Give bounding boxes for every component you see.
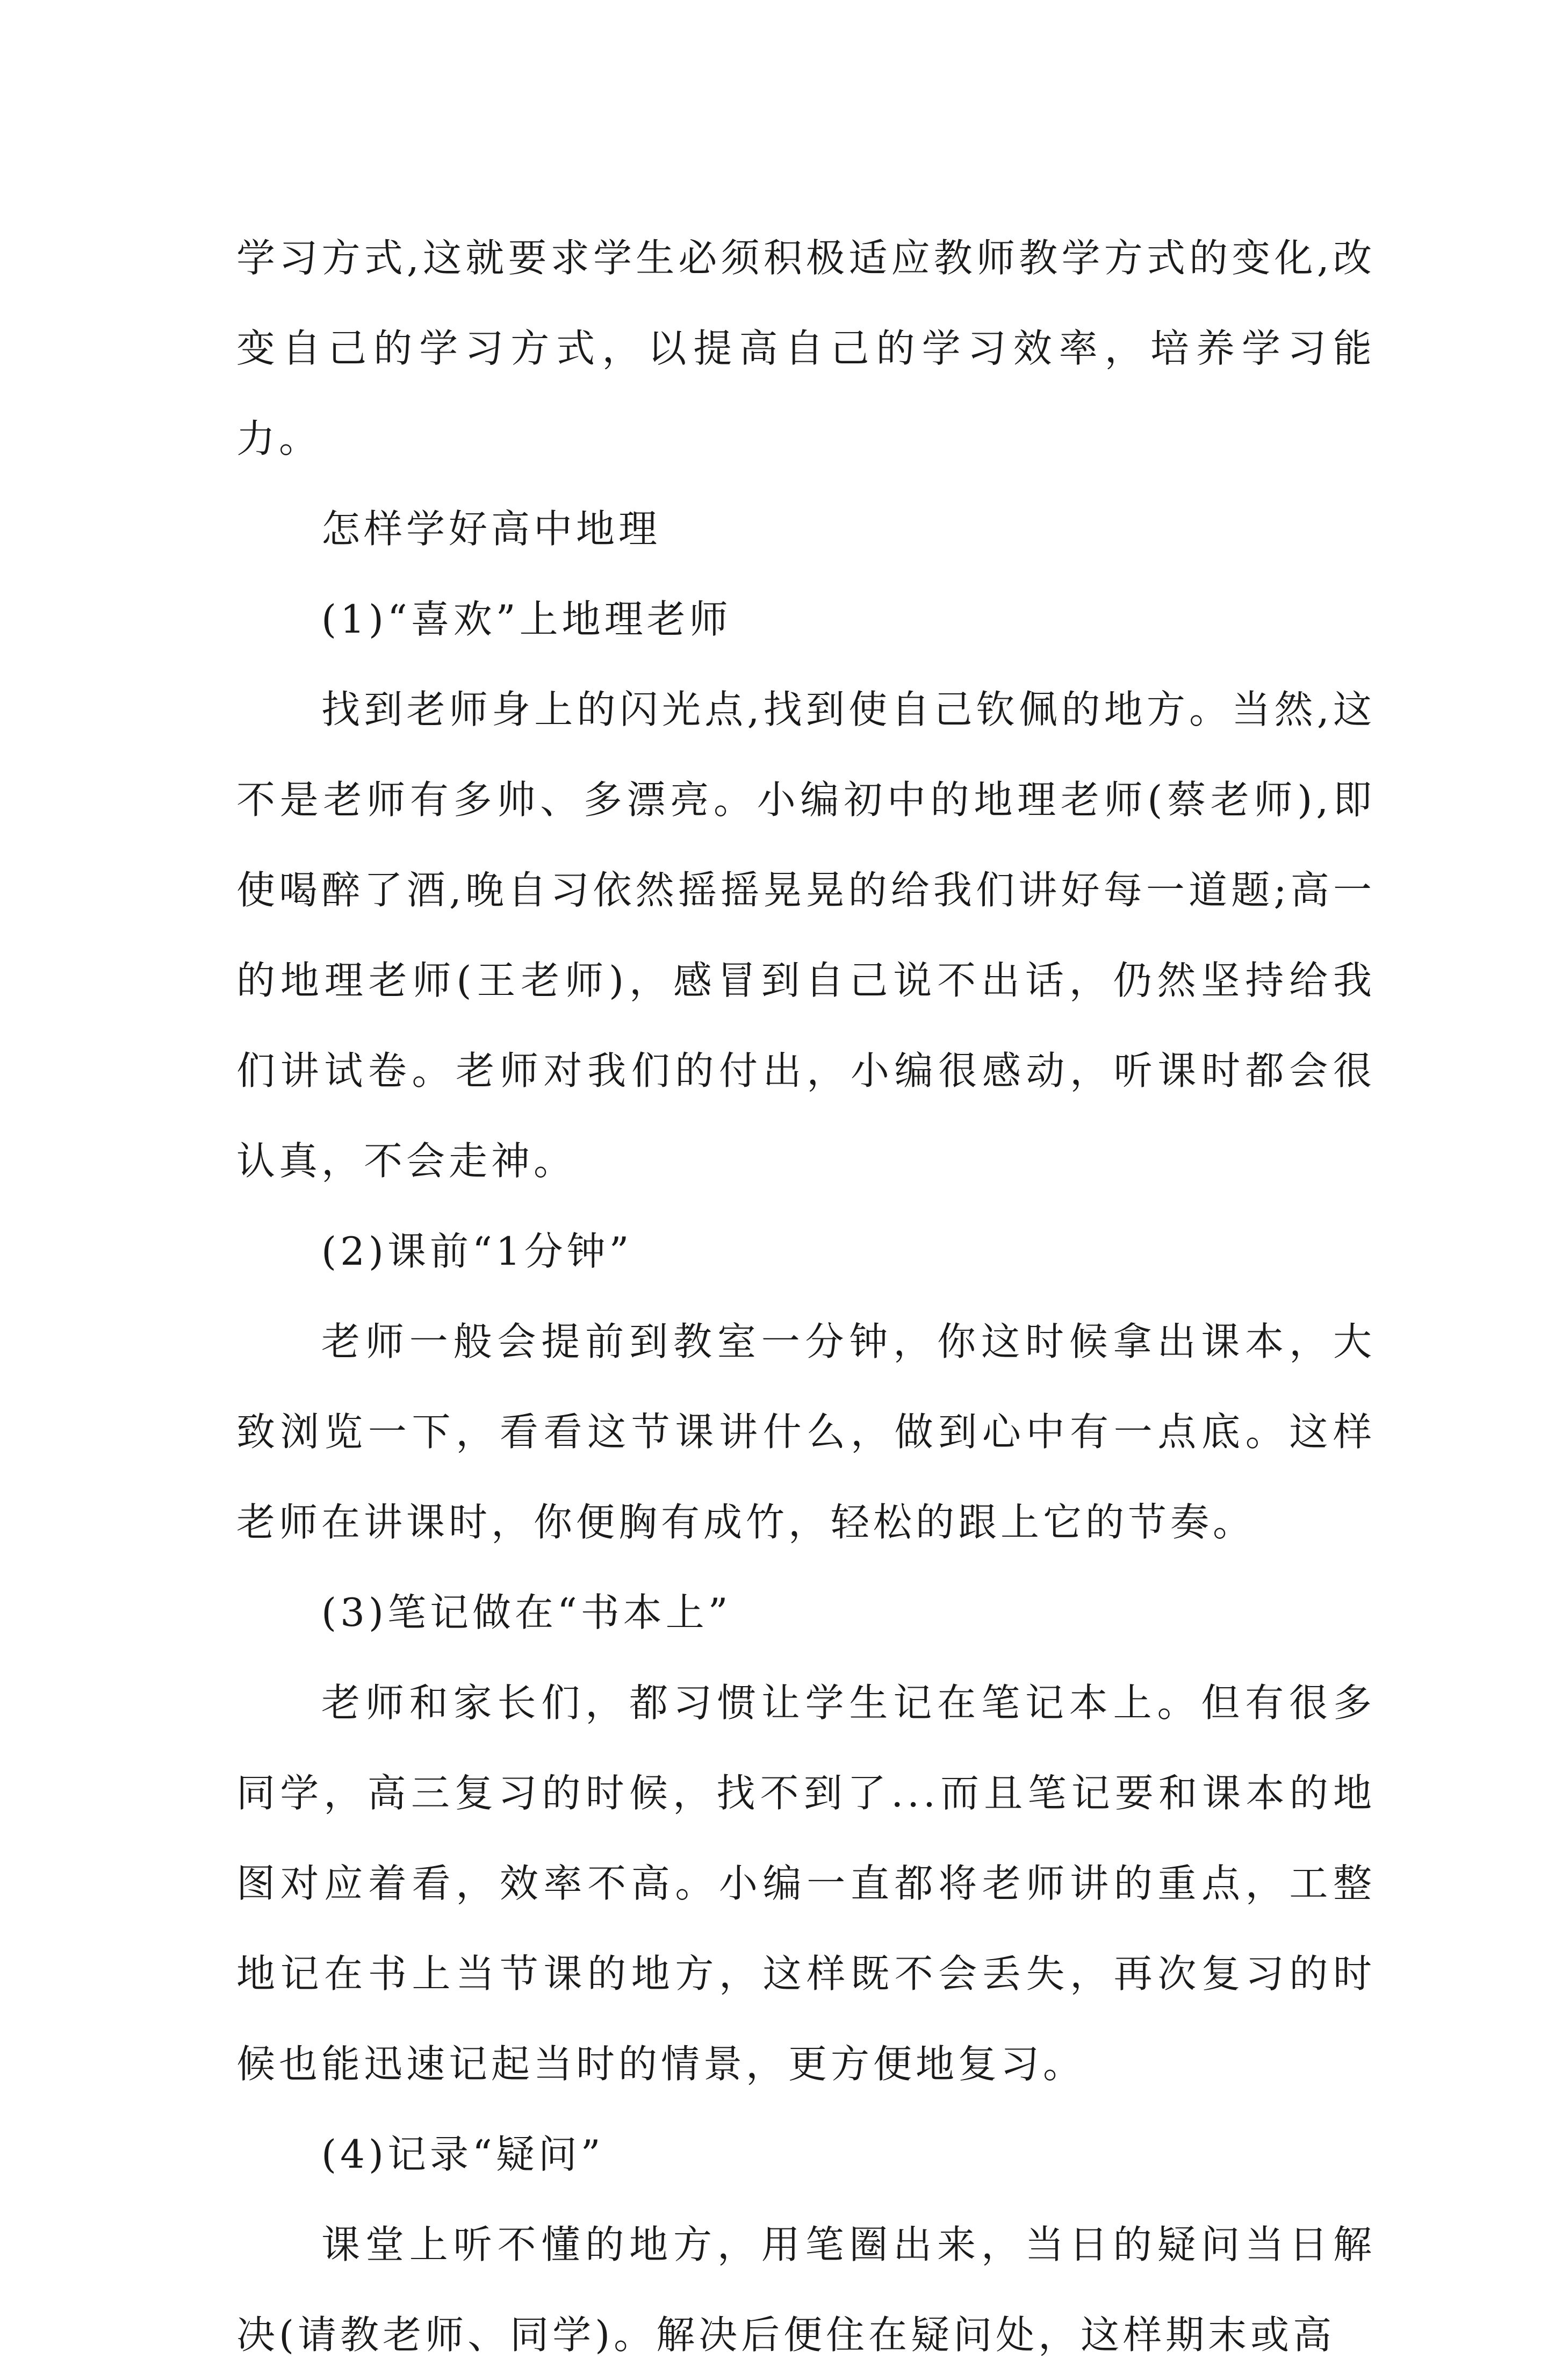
subheading-3: (3)笔记做在“书本上” — [321, 1590, 732, 1635]
paragraph-1: 找到老师身上的闪光点,找到使自己钦佩的地方。当然,这不是老师有多帅、多漂亮。小编初中的地理老师(蔡老师),即使喝醉了酒,晚自习依然摇摇晃晃的给我们讲好每一道题;高一的地理老师(王老师)，感冒到自己说不出话，仍然坚持给我们讲试卷。老师对我们的付出，小编很感动，听课时都会很认真，不会走神。 — [236, 687, 1376, 1184]
paragraph-3: 老师和家长们，都习惯让学生记在笔记本上。但有很多同学，高三复习的时候，找不到了...而且笔记要和课本的地图对应着看，效率不高。小编一直都将老师讲的重点，工整地记在书上当节课的地方，这样既不会丢失，再次复习的时候也能迅速记起当时的情景，更方便地复习。 — [236, 1680, 1376, 2087]
subheading-2: (2)课前“1分钟” — [321, 1229, 633, 1274]
subheading-1: (1)“喜欢”上地理老师 — [321, 597, 732, 642]
paragraph-continuation: 学习方式,这就要求学生必须积极适应教师教学方式的变化,改变自己的学习方式，以提高自己的学习效率，培养学习能力。 — [236, 235, 1376, 461]
paragraph-2: 老师一般会提前到教室一分钟，你这时候拿出课本，大致浏览一下，看看这节课讲什么，做到心中有一点底。这样老师在讲课时，你便胸有成竹，轻松的跟上它的节奏。 — [236, 1319, 1376, 1545]
paragraph-4: 课堂上听不懂的地方，用笔圈出来，当日的疑问当日解决(请教老师、同学)。解决后便住在疑问处，这样期末或高 — [236, 2222, 1376, 2357]
section-title: 怎样学好高中地理 — [321, 506, 661, 551]
document-body — [236, 213, 1376, 2380]
subheading-4: (4)记录“疑问” — [321, 2132, 604, 2177]
